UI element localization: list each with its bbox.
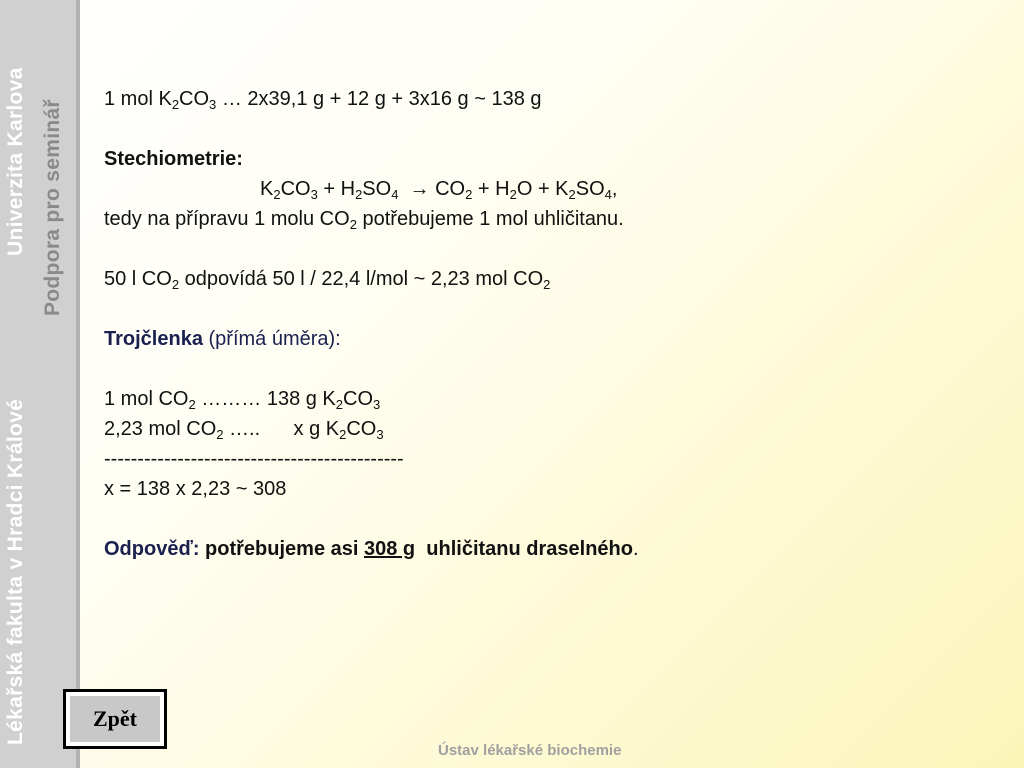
answer-value: 308 g (364, 538, 416, 560)
proportion-line-1: 1 mol $CO_2$ ……… 138 g $K_2CO_3$ (104, 388, 381, 412)
preparation-line: tedy na přípravu 1 molu $CO_2$ potřebujeme 1 mol uhličitanu. (104, 208, 624, 232)
back-button[interactable] (63, 689, 167, 749)
support-label: Podpora pro seminář (41, 99, 64, 316)
volume-line: 50 l $CO_2$ odpovídá 50 l / 22,4 l/mol ~ 2,23 mol $CO_2$ (104, 268, 551, 292)
molar-mass-line: 1 mol $K_2CO_3$ … 2x39,1 g + 12 g + 3x16 g ~ 138 g (104, 88, 542, 112)
stoichiometry-heading: Stechiometrie: (104, 148, 243, 170)
result-line: x = 138 x 2,23 ~ 308 (104, 478, 287, 500)
sidebar (0, 0, 80, 768)
footer-institute: Ústav lékařské biochemie (438, 742, 622, 759)
reaction-equation: $K_2CO_3 + H_2SO_4 \to CO_2 + H_2O + K_2SO_4$, (260, 178, 618, 202)
proportion-heading: Trojčlenka (přímá úměra): (104, 328, 341, 350)
back-button-label[interactable]: Zpět (70, 696, 160, 742)
divider-dashes: --------------------------------------------- (104, 448, 404, 470)
university-label: Univerzita Karlova (4, 67, 27, 256)
proportion-line-2: 2,23 mol $CO_2$ ….. x g $K_2CO_3$ (104, 418, 384, 442)
arrow-icon: → (398, 178, 436, 200)
slide-content (104, 84, 1004, 564)
faculty-label: Lékařská fakulta v Hradci Králové (4, 398, 27, 745)
answer-line: Odpověď: potřebujeme asi 308 g uhličitanu draselného. (104, 538, 639, 560)
